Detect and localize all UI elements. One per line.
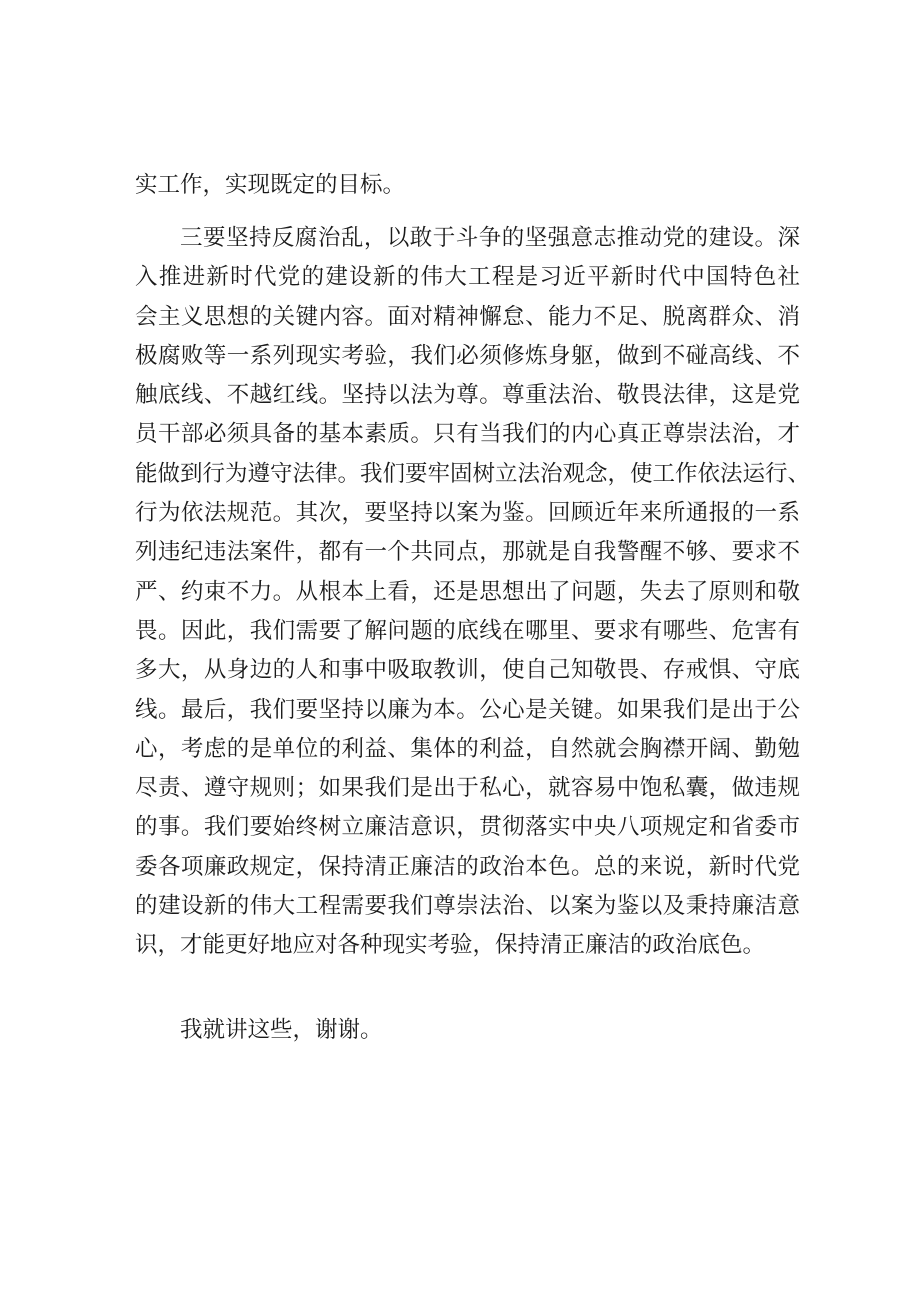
text-line: 委各项廉政规定，保持清正廉洁的政治本色。总的来说，新时代党 <box>135 853 800 880</box>
text-line: 实工作，实现既定的目标。 <box>135 172 406 198</box>
text-line: 尽责、遵守规则；如果我们是出于私心，就容易中饱私囊，做违规 <box>135 775 800 802</box>
text-line: 线。最后，我们要坚持以廉为本。公心是关键。如果我们是出于公 <box>135 696 800 723</box>
text-line: 的事。我们要始终树立廉洁意识，贯彻落实中央八项规定和省委市 <box>135 814 800 841</box>
text-line: 会主义思想的关键内容。面对精神懈怠、能力不足、脱离群众、消 <box>135 303 800 330</box>
text-line: 极腐败等一系列现实考验，我们必须修炼身躯，做到不碰高线、不 <box>135 342 800 369</box>
paragraph-closing <box>135 1011 800 1050</box>
text-line: 列违纪违法案件，都有一个共同点，那就是自我警醒不够、要求不 <box>135 539 800 566</box>
text-line: 三要坚持反腐治乱，以敢于斗争的坚强意志推动党的建设。深 <box>180 225 800 251</box>
paragraph-continuation <box>135 166 800 205</box>
text-line: 识，才能更好地应对各种现实考验，保持清正廉洁的政治底色。 <box>135 932 766 959</box>
text-line: 心，考虑的是单位的利益、集体的利益，自然就会胸襟开阔、勤勉 <box>135 735 800 762</box>
text-line: 触底线、不越红线。坚持以法为尊。尊重法治、敬畏法律，这是党 <box>135 382 800 409</box>
text-line: 多大，从身边的人和事中吸取教训，使自己知敬畏、存戒惧、守底 <box>135 657 800 684</box>
text-line: 入推进新时代党的建设新的伟大工程是习近平新时代中国特色社 <box>135 264 800 291</box>
text-line: 的建设新的伟大工程需要我们尊崇法治、以案为鉴以及秉持廉洁意 <box>135 893 800 920</box>
text-line: 行为依法规范。其次，要坚持以案为鉴。回顾近年来所通报的一系 <box>135 500 800 527</box>
text-line: 我就讲这些，谢谢。 <box>180 1017 383 1043</box>
text-line: 员干部必须具备的基本素质。只有当我们的内心真正尊崇法治，才 <box>135 421 800 448</box>
paragraph-anti-corruption <box>135 219 811 966</box>
text-line: 畏。因此，我们需要了解问题的底线在哪里、要求有哪些、危害有 <box>135 617 800 644</box>
text-line: 严、约束不力。从根本上看，还是思想出了问题，失去了原则和敬 <box>135 578 800 605</box>
text-line: 能做到行为遵守法律。我们要牢固树立法治观念，使工作依法运行、 <box>135 460 811 487</box>
